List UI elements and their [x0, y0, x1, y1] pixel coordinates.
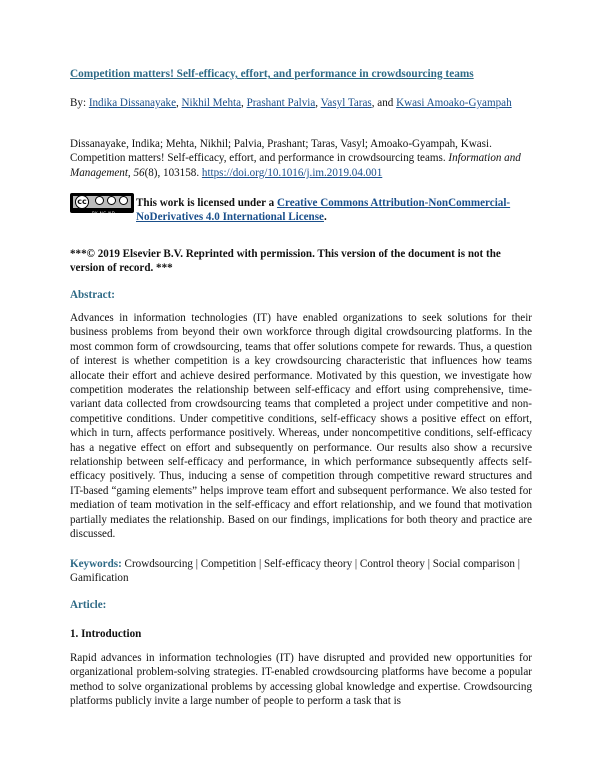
intro-text: Rapid advances in information technologies (IT) have disrupted and provided new opportunities for organizational problem-solving strategies. IT-enabled crowdsourcing platforms have become a popular method to solve organizational problems by accessing global knowledge and expertise. Crowdsourcing platforms publicly invite a large number of people to perform a task that is: [70, 652, 532, 708]
abstract-heading: Abstract:: [70, 289, 115, 301]
author-sep: , and: [371, 97, 397, 109]
section-heading: 1. Introduction: [70, 628, 142, 640]
copyright-notice: ***© 2019 Elsevier B.V. Reprinted with permission. This version of the document is not the version of record. ***: [70, 248, 501, 275]
license-prefix: This work is licensed under a: [136, 197, 275, 209]
license-suffix: .: [323, 211, 327, 223]
keywords: [70, 557, 532, 586]
cc-logo-icon: cc: [75, 195, 89, 209]
abstract-text: Advances in information technologies (IT) have enabled organizations to seek solutions for their business problems from beyond their own workforce through digital crowdsourcing platforms. In the most common form of crowdsourcing, teams that offer solutions compete for rewards. Thus, a question of interest is whether competition is a key crowdsourcing characteristic that influences how teams allocate their effort and achieve desired performance. Motivated by this question, we investigate how competition moderates the relationship between self-efficacy and effort using comprehensive, time-variant data collected from crowdsourcing teams that completed a project under competitive and non-competitive conditions. Under competitive conditions, self-efficacy shows a positive effect on effort, which in turn, affects performance positively. Whereas, under noncompetitive conditions, self-efficacy has a negative effect on effort and subsequently on performance. Our results also show a recursive relationship between self-efficacy and performance, in which performance subsequently affects self-efficacy positively. Thus, inducing a sense of competition through competitive reward structures and IT-based “gaming elements” helps improve team effort and subsequent performance. We also tested for mediation of team motivation in the self-efficacy and effort relationship, and we found that motivation partially mediates the relationship. Based on our findings, implications for both theory and practice are discussed.: [70, 312, 532, 541]
citation-issue: (8), 103158.: [144, 166, 200, 179]
article-heading: Article:: [70, 599, 107, 611]
author-line: [70, 96, 532, 110]
citation-title: Competition matters! Self-efficacy, effort, and performance in crowdsourcing teams.: [70, 152, 446, 165]
author-sep: ,: [176, 97, 182, 109]
license-text: [136, 196, 532, 224]
document-title[interactable]: Competition matters! Self-efficacy, effort, and performance in crowdsourcing teams: [70, 68, 474, 80]
author-link-4[interactable]: Vasyl Taras: [320, 97, 372, 109]
author-link-3[interactable]: Prashant Palvia: [246, 97, 316, 109]
citation: [70, 137, 532, 180]
nd-icon: [119, 196, 128, 205]
nc-icon: [107, 196, 116, 205]
keywords-label: Keywords:: [70, 558, 122, 570]
author-sep: ,: [315, 97, 321, 109]
cc-license-badge-icon[interactable]: [70, 193, 134, 216]
citation-authors: Dissanayake, Indika; Mehta, Nikhil; Palvia, Prashant; Taras, Vasyl; Amoako-Gyampah, Kwasi.: [70, 138, 492, 150]
by-icon: [95, 196, 104, 205]
author-link-5[interactable]: Kwasi Amoako-Gyampah: [396, 97, 512, 109]
license-link[interactable]: Creative Commons Attribution-NonCommercial-NoDerivatives 4.0 International License: [136, 197, 511, 223]
keywords-list: Crowdsourcing | Competition | Self-efficacy theory | Control theory | Social comparison | Gamification: [70, 558, 520, 585]
badge-text: BY NC ND: [92, 211, 116, 216]
citation-journal: Information and Management, 56: [70, 152, 521, 179]
by-label: By:: [70, 97, 87, 109]
doi-link[interactable]: https://doi.org/10.1016/j.im.2019.04.001: [201, 166, 383, 179]
author-link-1[interactable]: Indika Dissanayake: [88, 97, 176, 109]
author-sep: ,: [241, 97, 247, 109]
author-link-2[interactable]: Nikhil Mehta: [181, 97, 242, 109]
